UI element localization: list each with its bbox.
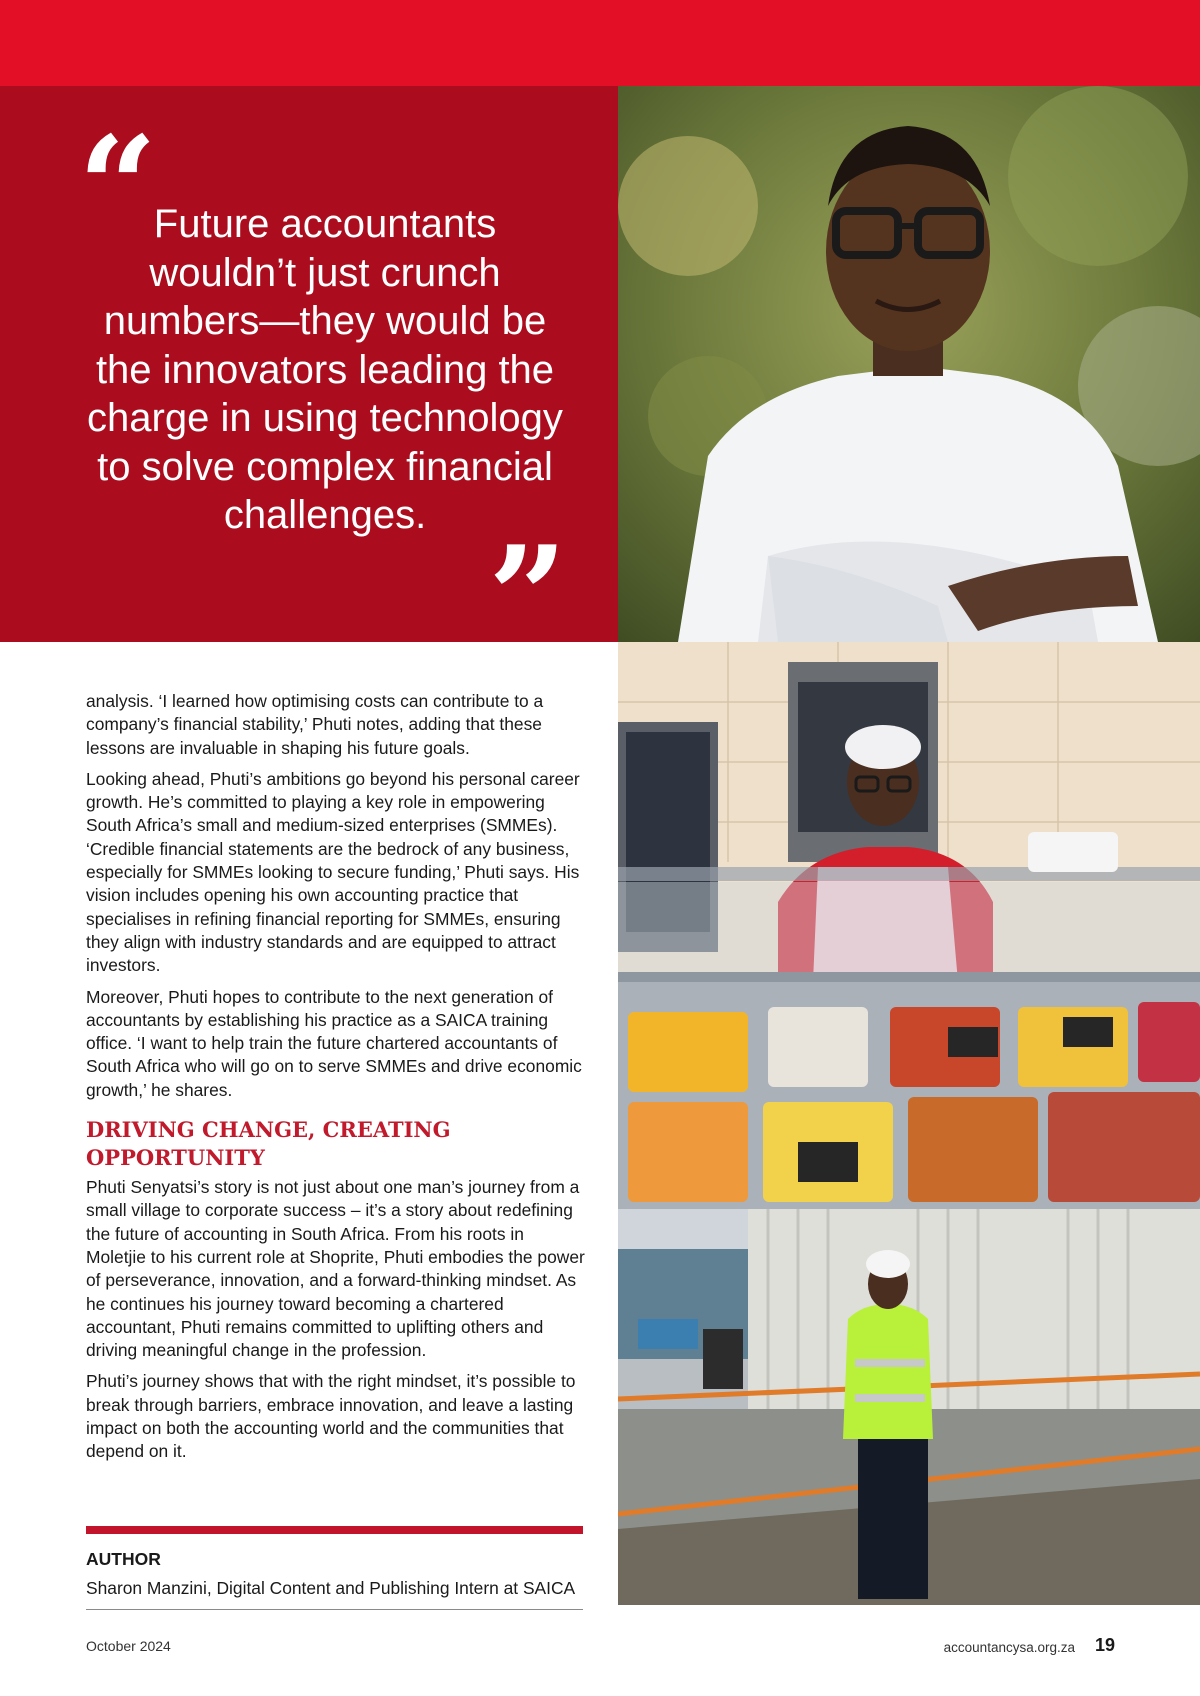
author-label: AUTHOR [86, 1549, 161, 1569]
open-quote-mark: “ [78, 105, 158, 268]
paragraph: analysis. ‘I learned how optimising costs can contribute to a company’s financial stability,’ Phuti notes, adding that these lessons are invaluable in shaping his future goals. [86, 691, 544, 758]
article-body [86, 690, 586, 1472]
paragraph: Phuti’s journey shows that with the right mindset, it’s possible to break through barriers, embrace innovation, and leave a lasting impact on both the accounting world and the communities that depend on it. [86, 1371, 576, 1462]
section-heading: DRIVING CHANGE, CREATING OPPORTUNITY [86, 1117, 451, 1171]
paragraph: Looking ahead, Phuti’s ambitions go beyond his personal career growth. He’s committed to playing a key role in empowering South Africa’s small and medium-sized enterprises (SMMEs). ‘Credible financial statements are the bedrock of any business, especially for SMMEs looking to secure funding,’ Phuti says. His vision includes opening his own accounting practice that specialises in refining financial reporting for SMMEs, ensuring they align with industry standards and are equipped to attract investors. [86, 768, 580, 976]
close-quote-mark: ” [488, 515, 568, 678]
top-red-bar [0, 0, 1200, 86]
paragraph: Moreover, Phuti hopes to contribute to the next generation of accountants by establishing his practice as a SAICA training office. ‘I want to help train the future chartered accountants of South Africa who will go on to serve SMMEs and drive economic growth,’ he shares. [86, 986, 582, 1100]
deli-counter-photo [618, 642, 1200, 1209]
pull-quote-text: Future accountants wouldn’t just crunch numbers—they would be the innovators leading the charge in using technology to solve complex financial challenges. [87, 202, 563, 537]
portrait-photo [618, 86, 1200, 642]
paragraph: Phuti Senyatsi’s story is not just about one man’s journey from a small village to corporate success – it’s a story about redefining the future of accounting in South Africa. From his roots in Moletjie to his current role at Shoprite, Phuti embodies the power of perseverance, innovation, and a forward-thinking mindset. As he continues his journey toward becoming a chartered accountant, Phuti remains committed to uplifting others and driving meaningful change in the profession. [86, 1177, 585, 1361]
author-name: Sharon Manzini, Digital Content and Publishing Intern at SAICA [86, 1578, 576, 1598]
site-visit-photo [618, 1209, 1200, 1605]
author-divider [86, 1526, 583, 1534]
issue-date: October 2024 [86, 1638, 171, 1654]
page-number: 19 [1094, 1635, 1115, 1655]
footer-divider [86, 1609, 583, 1610]
website-link[interactable]: accountancysa.org.za [943, 1640, 1075, 1655]
